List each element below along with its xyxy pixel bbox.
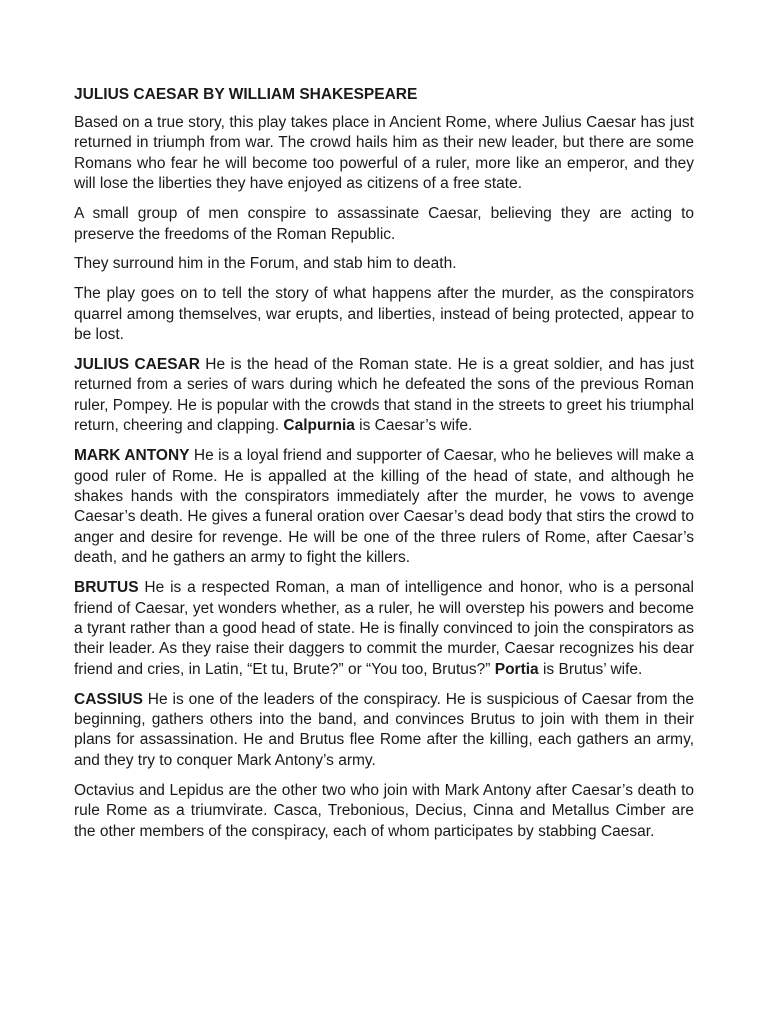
- closing-paragraph: Octavius and Lepidus are the other two who join with Mark Antony after Caesar’s death to rule Rome as a triumvirate. Casca, Trebonious, Decius, Cinna and Metallus Cimber are the other members of the conspiracy, each of whom participates by stabbing Caesar.: [74, 781, 694, 840]
- character-antony: [74, 446, 694, 568]
- spouse-text-calpurnia: is Caesar’s wife.: [354, 417, 473, 435]
- character-caesar: [74, 355, 694, 437]
- intro-paragraph-3: They surround him in the Forum, and stab him to death.: [74, 255, 457, 273]
- character-brutus: [74, 578, 694, 680]
- intro-paragraph-1: Based on a true story, this play takes place in Ancient Rome, where Julius Caesar has just returned in triumph from war. The crowd hails him as their new leader, but there are some Romans who fear he will become too powerful of a ruler, more like an emperor, and they will lose the liberties they have enjoyed as citizens of a free state.: [74, 114, 694, 193]
- character-text-caesar: He is the head of the Roman state. He is a great soldier, and has just returned from a series of wars during which he defeated the sons of the previous Roman ruler, Pompey. He is popular with the crowds that stand in the streets to greet his triumphal return, cheering and clapping.: [74, 356, 695, 435]
- character-text-cassius: He is one of the leaders of the conspiracy. He is suspicious of Caesar from the beginning, gathers others into the band, and convinces Brutus to join with them in their plans for assassination. He and Brutus flee Rome after the killing, each gathers an army, and they try to conquer Mark Antony’s army.: [74, 690, 694, 769]
- document-title: JULIUS CAESAR BY WILLIAM SHAKESPEARE: [74, 86, 418, 103]
- character-name-brutus: BRUTUS: [74, 579, 139, 597]
- intro-paragraph-2: A small group of men conspire to assassinate Caesar, believing they are acting to preserve the freedoms of the Roman Republic.: [74, 205, 694, 243]
- spouse-name-calpurnia: Calpurnia: [283, 417, 355, 435]
- intro-paragraph-4: The play goes on to tell the story of what happens after the murder, as the conspirators quarrel among themselves, war erupts, and liberties, instead of being protected, appear to be lost.: [74, 285, 694, 344]
- spouse-name-portia: Portia: [494, 660, 539, 678]
- character-cassius: [74, 690, 694, 772]
- character-text-brutus: He is a respected Roman, a man of intelligence and honor, who is a personal friend of Caesar, yet wonders whether, as a ruler, he will overstep his powers and become a tyrant rather than a good head of state. He is finally convinced to join the conspirators as their leader. As they raise their daggers to commit the murder, Caesar recognizes his dear friend and cries, in Latin, “Et tu, Brute?” or “You too, Brutus?”: [74, 579, 694, 678]
- spouse-text-portia: is Brutus’ wife.: [538, 660, 643, 678]
- character-name-cassius: CASSIUS: [74, 690, 143, 708]
- character-text-antony: He is a loyal friend and supporter of Caesar, who he believes will make a good ruler of Rome. He is appalled at the killing of the head of state, and although he shakes hands with the conspirators immediately after the murder, he vows to avenge Caesar’s death. He gives a funeral oration over Caesar’s dead body that stirs the crowd to anger and desire for revenge. He will be one of the three rulers of Rome, after Caesar’s death, and he gathers an army to fight the killers.: [74, 447, 694, 567]
- document-page: [74, 85, 694, 852]
- character-name-caesar: JULIUS CAESAR: [74, 356, 200, 374]
- character-name-antony: MARK ANTONY: [74, 447, 190, 465]
